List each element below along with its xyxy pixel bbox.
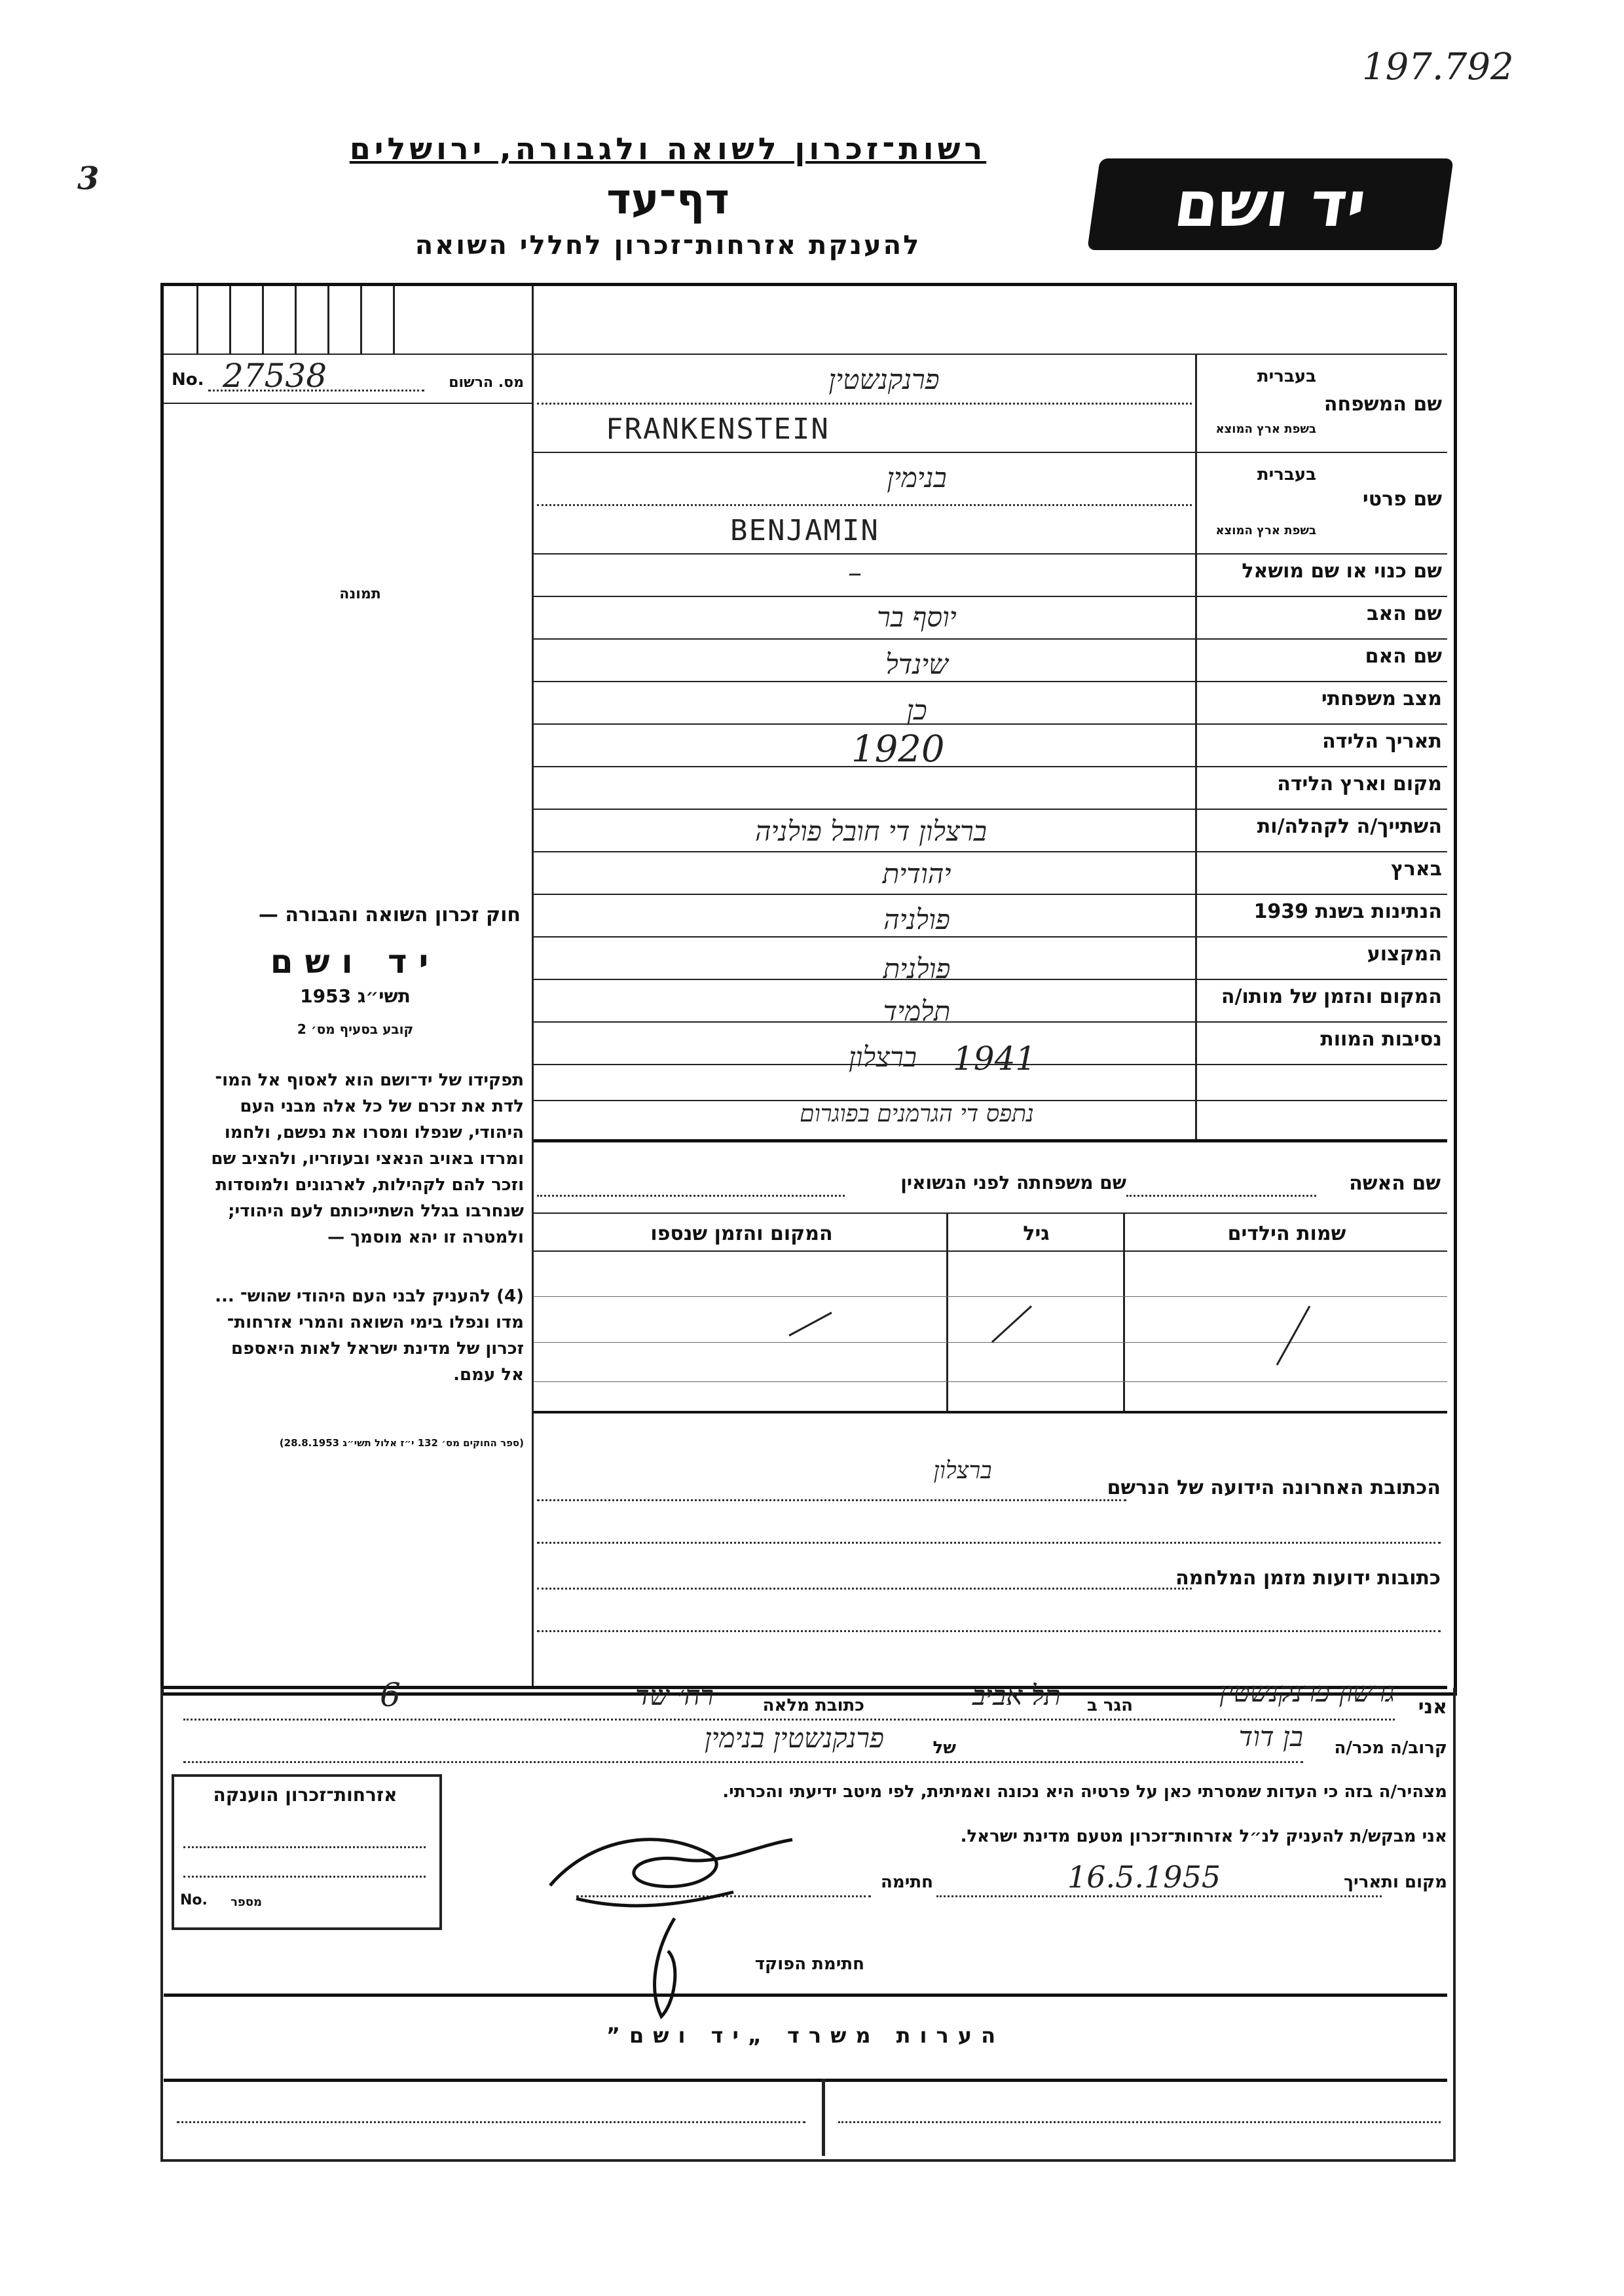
of-label: של	[932, 1738, 956, 1758]
father-label: שם האב	[1367, 602, 1442, 625]
death-circumstances-label: נסיבות המוות	[1320, 1028, 1442, 1051]
law-p1-line: תפקידו של יד־ושם הוא לאסוף אל המו־	[215, 1070, 524, 1090]
office-notes-title: הערות משרד „יד ושם”	[606, 2023, 1005, 2048]
declarant-signature	[537, 1813, 812, 1925]
declarant-house-no: 6	[380, 1676, 401, 1714]
surname-hebrew-value: פרנקנשטין	[828, 363, 940, 395]
last-address-label: הכתובת האחרונה הידועה של הנרשם	[1107, 1476, 1441, 1499]
children-age-header: גיל	[1023, 1222, 1050, 1245]
firstname-native-label: בשפת ארץ המוצא	[1215, 524, 1316, 538]
registration-number: 27538	[223, 357, 327, 395]
law-p1-line: וזכר להם לקהילות, לארגונים ולמוסדות	[215, 1175, 524, 1195]
declaration-date: 16.5.1955	[1067, 1859, 1221, 1895]
death-place-value: ברצלון	[849, 1041, 917, 1073]
citizenship-number-label: מספר	[231, 1895, 262, 1909]
corner-mark: 3	[77, 160, 100, 197]
law-p2-line: זכרון של מדינת ישראל לאות היאספם	[231, 1339, 524, 1358]
wife-label: שם האשה	[1349, 1172, 1441, 1195]
country-value: פולניה	[883, 903, 950, 936]
surname-native-value: FRANKENSTEIN	[606, 412, 830, 446]
children-names-header: שמות הילדים	[1227, 1222, 1346, 1245]
law-p1-line: ומרדו באויב הנאצי ובעוזריו, ולהציב שם	[211, 1149, 524, 1169]
law-year: תשי״ג 1953	[300, 985, 411, 1007]
firstname-hebrew-value: בנימין	[887, 462, 947, 494]
community-value: יהודית	[882, 858, 951, 890]
country-label: בארץ	[1390, 858, 1442, 881]
nationality-label: הנתינות בשנת 1939	[1253, 900, 1442, 923]
law-p1-line: היהודי, שנפלו ומסרו את נפשם, ולחמו	[224, 1123, 524, 1142]
profession-label: המקצוע	[1367, 943, 1442, 966]
resides-in-label: הגר ב	[1086, 1696, 1133, 1715]
reg-heb-label: מס. הרשום	[449, 374, 524, 391]
law-p1-line: שנחרבו בגלל השתייכותם לעם היהודי;	[228, 1201, 524, 1221]
children-place-header: המקום והזמן שנספו	[650, 1222, 833, 1245]
law-p2-line: מדו ונפלו בימי השואה והמרי אזרחות־	[227, 1313, 524, 1332]
declaration-request: אני מבקש/ת להעניק לנ״ל אזרחות־זכרון מטעם מדינת ישראל.	[960, 1827, 1447, 1846]
children-age-dash	[986, 1300, 1038, 1352]
father-value: יוסף בר	[877, 601, 957, 633]
law-title: חוק זכרון השואה והגבורה —	[258, 903, 521, 926]
marital-label: מצב משפחתי	[1321, 687, 1442, 710]
declarant-name: גרשון פרנקנשטין	[1219, 1676, 1395, 1708]
citizenship-no-label: No.	[180, 1892, 208, 1908]
law-paragraph-1	[183, 1067, 524, 1250]
form-title: דף־עד	[606, 175, 729, 224]
last-address-value: ברצלון	[933, 1457, 992, 1484]
death-place-time-label: המקום והזמן של מותו/ה	[1221, 985, 1442, 1008]
authority-title: רשות־זכרון לשואה ולגבורה, ירושלים	[349, 131, 987, 166]
surname-native-label: בשפת ארץ המוצא	[1215, 422, 1316, 436]
nickname-value: –	[848, 556, 862, 589]
marital-value: כן	[906, 694, 927, 726]
profession-value: תלמיד	[883, 995, 951, 1027]
officer-signature-label: חתימת הפוקד	[754, 1954, 864, 1974]
nickname-label: שם כנוי או שם מושאל	[1242, 560, 1442, 583]
firstname-label: שם פרטי	[1362, 488, 1442, 511]
yad-vashem-logo	[1087, 158, 1454, 250]
law-citation: (ספר החוקים מס׳ 132 י״ז אלול תשי״ג 28.8.1953)	[279, 1437, 524, 1449]
birthplace-label: מקום וארץ הלידה	[1277, 773, 1442, 795]
nationality-value: פולנית	[883, 953, 951, 985]
logo-text: יד ושם	[1170, 168, 1371, 241]
surname-hebrew-label: בעברית	[1257, 367, 1316, 386]
law-p2-line: אל עמם.	[453, 1365, 524, 1385]
children-place-dash	[786, 1303, 838, 1349]
war-addresses-label: כתובות ידועות מזמן המלחמה	[1175, 1567, 1441, 1590]
relation-value: בן דוד	[1238, 1721, 1303, 1753]
declaration-statement: מצהיר/ה בזה כי העדות שמסרתי כאן על פרטיה היא נכונה ואמיתית, לפי מיטב ידיעתי והכרתי.	[722, 1782, 1447, 1802]
declaration-ani: אני	[1418, 1696, 1447, 1719]
archive-number: 197.792	[1362, 46, 1514, 88]
declarant-street: רח׳ שד	[635, 1679, 714, 1711]
relative-label: קרוב/ה מכר/ה	[1334, 1738, 1447, 1758]
death-circumstances-value: נתפס די הגרמנים בפוגרום	[800, 1101, 1034, 1127]
signature-label: חתימה	[881, 1872, 933, 1892]
firstname-native-value: BENJAMIN	[730, 514, 879, 547]
law-name: יד ושם	[270, 943, 441, 981]
birthdate-label: תאריך הלידה	[1322, 730, 1442, 753]
birthdate-value: 1920	[851, 728, 945, 771]
maiden-name-label: שם משפחתה לפני הנשואין	[900, 1172, 1126, 1194]
full-address-label: כתובת מלאה	[762, 1696, 864, 1715]
photo-label: תמונה	[339, 586, 381, 602]
children-names-dash	[1270, 1300, 1323, 1372]
form-subtitle: להענקת אזרחות־זכרון לחללי השואה	[415, 230, 921, 261]
firstname-hebrew-label: בעברית	[1257, 465, 1316, 484]
law-p1-line: ולמטרה זו יהא מוסמך —	[327, 1228, 524, 1247]
death-year-value: 1941	[953, 1040, 1037, 1078]
birthplace-value: ברצלון די חובל פולניה	[755, 815, 987, 847]
citizenship-box-title: אזרחות־זכרון הוענקה	[213, 1784, 397, 1806]
law-paragraph-2	[183, 1283, 524, 1388]
reg-no-label: No.	[172, 370, 204, 390]
mother-label: שם האם	[1365, 645, 1442, 668]
subject-name: פרנקנשטין בנימין	[704, 1722, 884, 1754]
declarant-city: תל אביב	[972, 1679, 1061, 1711]
law-p1-line: לדת את זכרם של כל אלה מבני העם	[240, 1097, 524, 1116]
officer-signature	[642, 1912, 694, 2030]
law-p2-line: (4) להעניק לבני העם היהודי שהוש־ ...	[215, 1286, 524, 1306]
law-clause: קובע בסעיף מס׳ 2	[297, 1021, 414, 1037]
mother-value: שינדל	[885, 648, 948, 680]
community-label: השתייך/ה לקהלה/ות	[1257, 815, 1442, 838]
place-date-label: מקום ותאריך	[1344, 1872, 1447, 1892]
surname-label: שם המשפחה	[1323, 393, 1442, 416]
